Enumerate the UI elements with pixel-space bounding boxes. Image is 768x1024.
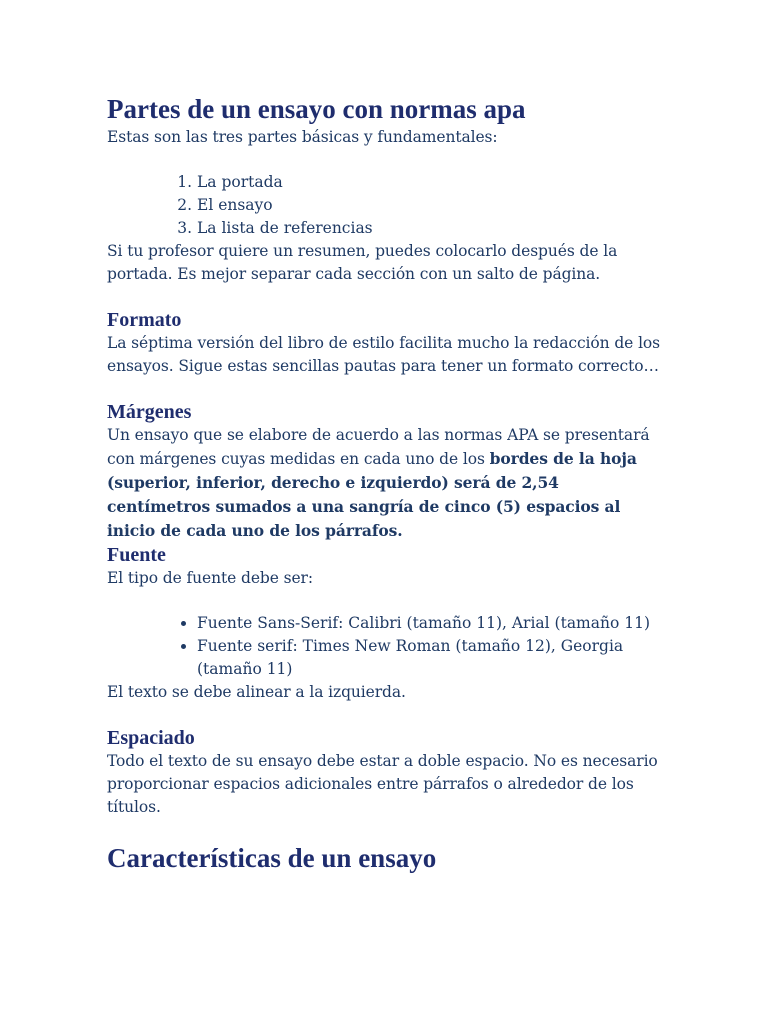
list-item: 2. El ensayo	[197, 194, 667, 217]
list-item: • Fuente Sans-Serif: Calibri (tamaño 11), Arial (tamaño 11)	[197, 612, 667, 635]
parts-list	[107, 171, 667, 240]
align-note: El texto se debe alinear a la izquierda.	[107, 683, 406, 701]
margenes-text-bold: bordes de la hoja (superior, inferior, derecho e izquierdo) será de 2,54 centímetros sumados a una sangría de cinco (5) espacios al inicio de cada uno de los párrafos.	[107, 449, 637, 540]
section-title: Características de un ensayo	[107, 843, 437, 873]
margenes-heading: Márgenes	[107, 401, 192, 423]
margenes-text	[107, 424, 667, 543]
document-page	[107, 92, 667, 875]
list-item: 1. La portada	[197, 171, 667, 194]
list-item: 3. La lista de referencias	[197, 217, 667, 240]
list-item: • Fuente serif: Times New Roman (tamaño 12), Georgia (tamaño 11)	[197, 635, 667, 681]
formato-heading: Formato	[107, 309, 182, 331]
espaciado-text: Todo el texto de su ensayo debe estar a doble espacio. No es necesario proporcionar espacios adicionales entre párrafos o alrededor de los títulos.	[107, 752, 658, 816]
page-title: Partes de un ensayo con normas apa	[107, 94, 526, 124]
espaciado-heading: Espaciado	[107, 727, 195, 749]
summary-note: Si tu profesor quiere un resumen, puedes colocarlo después de la portada. Es mejor separar cada sección con un salto de página.	[107, 242, 618, 283]
margenes-text-plain: Un ensayo que se elabore de acuerdo a las normas APA se presentará con márgenes cuyas medidas en cada uno de los	[107, 426, 650, 468]
font-list	[107, 612, 667, 681]
formato-text: La séptima versión del libro de estilo facilita mucho la redacción de los ensayos. Sigue estas sencillas pautas para tener un formato correcto…	[107, 334, 661, 375]
fuente-heading: Fuente	[107, 544, 166, 566]
fuente-intro: El tipo de fuente debe ser:	[107, 569, 313, 587]
intro-text: Estas son las tres partes básicas y fundamentales:	[107, 128, 498, 146]
